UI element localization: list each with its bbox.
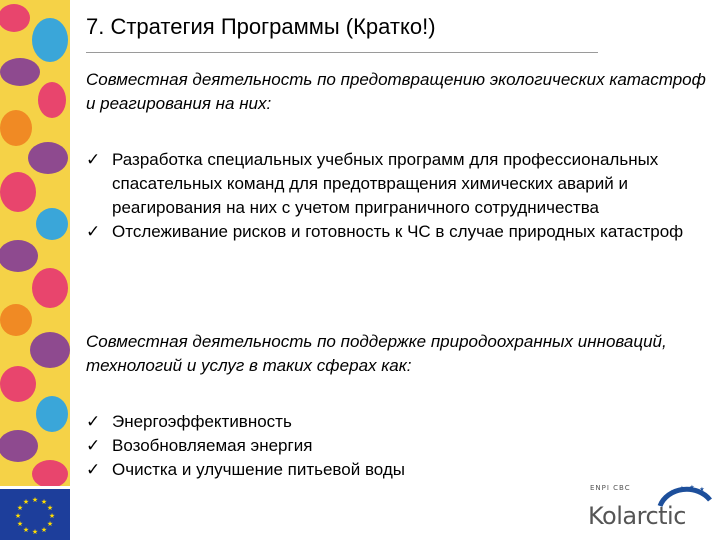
list-item-text: Возобновляемая энергия — [112, 436, 313, 455]
svg-text:★: ★ — [46, 504, 54, 512]
svg-text:★: ★ — [46, 520, 54, 528]
section2-list — [86, 410, 706, 482]
svg-text:★: ★ — [48, 512, 56, 520]
eu-stars-icon — [0, 489, 70, 540]
list-item-text: Отслеживание рисков и готовность к ЧС в случае природных катастроф — [112, 222, 684, 241]
decorative-sidebar — [0, 0, 70, 486]
list-item — [86, 410, 706, 434]
check-icon: ✓ — [86, 436, 101, 455]
logo-wordmark: Kolarctic — [588, 502, 686, 530]
svg-text:★: ★ — [16, 520, 24, 528]
svg-text:★: ★ — [699, 486, 705, 493]
list-item-text: Разработка специальных учебных программ для профессиональных спасательных команд для предотвращения химических аварий и реагирования на них с учетом приграничного сотрудничества — [112, 150, 659, 217]
list-item-text: Энергоэффективность — [112, 412, 292, 431]
eu-flag-logo — [0, 489, 70, 540]
svg-text:★: ★ — [679, 485, 685, 492]
svg-text:★: ★ — [689, 484, 695, 491]
kolarctic-logo — [588, 480, 712, 536]
list-item-text: Очистка и улучшение питьевой воды — [112, 460, 406, 479]
svg-text:★: ★ — [16, 504, 24, 512]
svg-text:★: ★ — [31, 528, 39, 536]
section2-heading: Совместная деятельность по поддержке природоохранных инноваций, технологий и услуг в таких сферах как: — [86, 332, 667, 375]
decorative-figures — [0, 0, 70, 486]
slide-title: 7. Стратегия Программы (Кратко!) — [86, 14, 436, 39]
svg-text:★: ★ — [31, 496, 39, 504]
list-item — [86, 220, 706, 244]
section1-list — [86, 148, 706, 244]
check-icon: ✓ — [86, 150, 101, 169]
svg-text:★: ★ — [22, 526, 30, 534]
svg-text:★: ★ — [40, 498, 48, 506]
list-item — [86, 434, 706, 458]
svg-text:★: ★ — [22, 498, 30, 506]
list-item — [86, 148, 706, 220]
logo-small-text: ENPI CBC — [590, 484, 631, 492]
check-icon: ✓ — [86, 460, 101, 479]
svg-text:★: ★ — [40, 526, 48, 534]
title-divider — [86, 52, 598, 53]
check-icon: ✓ — [86, 222, 101, 241]
svg-text:★: ★ — [669, 489, 675, 496]
check-icon: ✓ — [86, 412, 101, 431]
svg-text:★: ★ — [14, 512, 22, 520]
list-item — [86, 458, 706, 482]
section1-heading: Совместная деятельность по предотвращению экологических катастроф и реагирования на них: — [86, 70, 706, 113]
